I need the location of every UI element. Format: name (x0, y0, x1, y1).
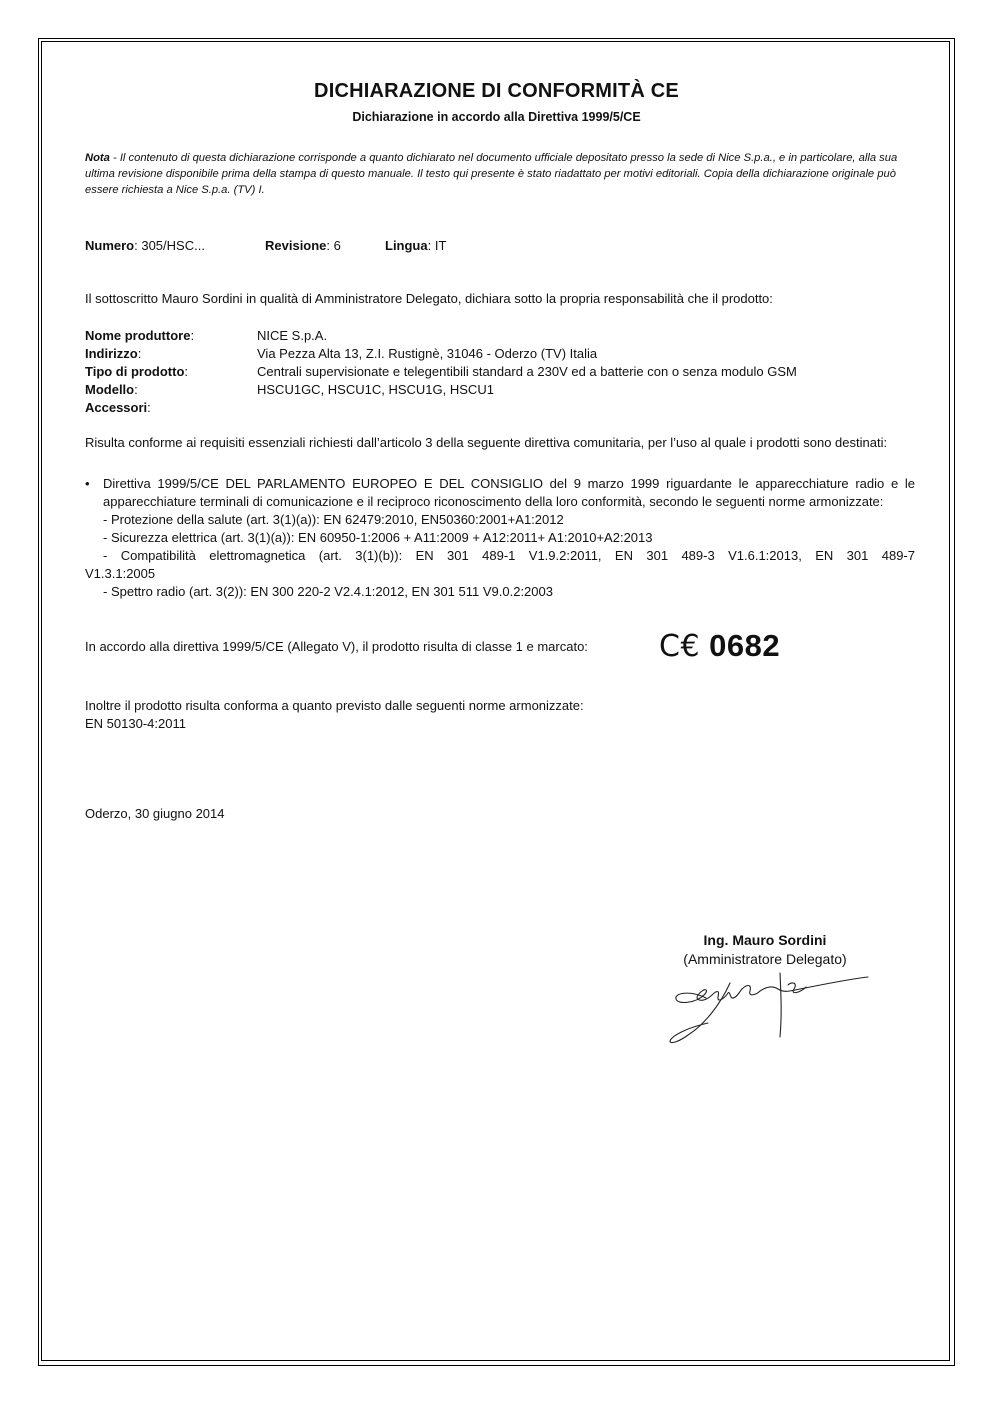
signer-name: Ing. Mauro Sordini (703, 932, 827, 948)
colon: : (134, 382, 138, 397)
fact-row-nome (85, 327, 915, 345)
additional-standards-norm: EN 50130-4:2011 (85, 716, 186, 731)
revisione-label: Revisione (265, 238, 327, 253)
modello-value: HSCU1GC, HSCU1C, HSCU1G, HSCU1 (257, 382, 494, 397)
colon: : (190, 328, 195, 343)
numero-value: : 305/HSC... (134, 238, 205, 253)
colon: : (137, 346, 142, 361)
accessori-label: Accessori (85, 400, 148, 415)
colon: : (184, 364, 189, 379)
fact-row-modello (85, 381, 915, 399)
note-label: Nota (85, 152, 110, 164)
conformity-paragraph: Risulta conforme ai requisiti essenziali richiesti dall’articolo 3 della seguente direttiva comunitaria, per l’uso al quale i prodotti sono destinati: (85, 435, 888, 450)
handwritten-signature (660, 965, 880, 1050)
signer-role: (Amministratore Delegato) (683, 951, 847, 967)
nome-label: Nome produttore (85, 328, 191, 343)
ce-marking (659, 628, 780, 664)
directive-item: - Protezione della salute (art. 3(1)(a)): EN 62479:2010, EN50360:2001+A1:2012 (103, 512, 564, 527)
tipo-label: Tipo di prodotto (85, 364, 185, 379)
indirizzo-label: Indirizzo (85, 346, 138, 361)
fact-row-tipo (85, 363, 915, 381)
additional-standards (85, 697, 915, 733)
directive-item: - Spettro radio (art. 3(2)): EN 300 220-2 V2.4.1:2012, EN 301 511 V9.0.2:2003 (103, 584, 553, 599)
additional-standards-text: Inoltre il prodotto risulta conforma a quanto previsto dalle seguenti norme armonizzate: (85, 698, 584, 713)
directive-item-continuation: V1.3.1:2005 (85, 566, 156, 581)
notified-body-number: 0682 (709, 628, 781, 663)
directive-text: Direttiva 1999/5/CE DEL PARLAMENTO EUROPEO E DEL CONSIGLIO del 9 marzo 1999 riguardante le apparecchiature radio e le apparecchiature terminali di comunicazione e il reciproco riconoscimento della loro conformità, secondo le seguenti norme armonizzate: (103, 476, 915, 509)
note-text: - Il contenuto di questa dichiarazione corrisponde a quanto dichiarato nel documento ufficiale depositato presso la sede di Nice S.p.a., e in particolare, alla sua ultima revisione disponibile prima della stampa di questo manuale. Il testo qui presente è stato riadattato per motivi editoriali. Copia della dichiarazione originale può essere richiesta a Nice S.p.a. (TV) I. (85, 152, 898, 196)
colon: : (147, 400, 151, 415)
fact-row-accessori (85, 399, 915, 417)
tipo-value: Centrali supervisionate e telegentibili standard a 230V ed a batterie con o senza modulo GSM (257, 364, 797, 379)
lingua-label: Lingua (385, 238, 428, 253)
note-paragraph (85, 150, 915, 198)
nome-value: NICE S.p.A. (257, 328, 328, 343)
modello-label: Modello (85, 382, 135, 397)
product-details (85, 327, 915, 417)
document-title: DICHIARAZIONE DI CONFORMITÀ CE (314, 80, 679, 102)
directive-item: - Sicurezza elettrica (art. 3(1)(a)): EN 60950-1:2006 + A11:2009 + A12:2011+ A1:2010+A2:2013 (103, 530, 653, 545)
intro-paragraph: Il sottoscritto Mauro Sordini in qualità di Amministratore Delegato, dichiara sotto la propria responsabilità che il prodotto: (85, 291, 773, 306)
fact-row-indirizzo (85, 345, 915, 363)
ce-logo-icon: C€ (659, 629, 701, 664)
bullet-icon: • (85, 476, 90, 491)
document-subtitle: Dichiarazione in accordo alla Direttiva 1999/5/CE (352, 110, 641, 124)
indirizzo-value: Via Pezza Alta 13, Z.I. Rustignè, 31046 - Oderzo (TV) Italia (257, 346, 598, 361)
meta-revisione (265, 238, 341, 253)
directive-block (85, 475, 915, 601)
numero-label: Numero (85, 238, 135, 253)
place-date: Oderzo, 30 giugno 2014 (85, 806, 225, 821)
meta-numero (85, 238, 205, 253)
directive-item: - Compatibilità elettromagnetica (art. 3(1)(b)): EN 301 489-1 V1.9.2:2011, EN 301 489-3 V1.6.1:2013, EN 301 489-7 (103, 548, 915, 563)
revisione-value: : 6 (326, 238, 341, 253)
marking-text: In accordo alla direttiva 1999/5/CE (Allegato V), il prodotto risulta di classe 1 e marcato: (85, 639, 588, 654)
lingua-value: : IT (427, 238, 447, 253)
meta-lingua (385, 238, 446, 253)
